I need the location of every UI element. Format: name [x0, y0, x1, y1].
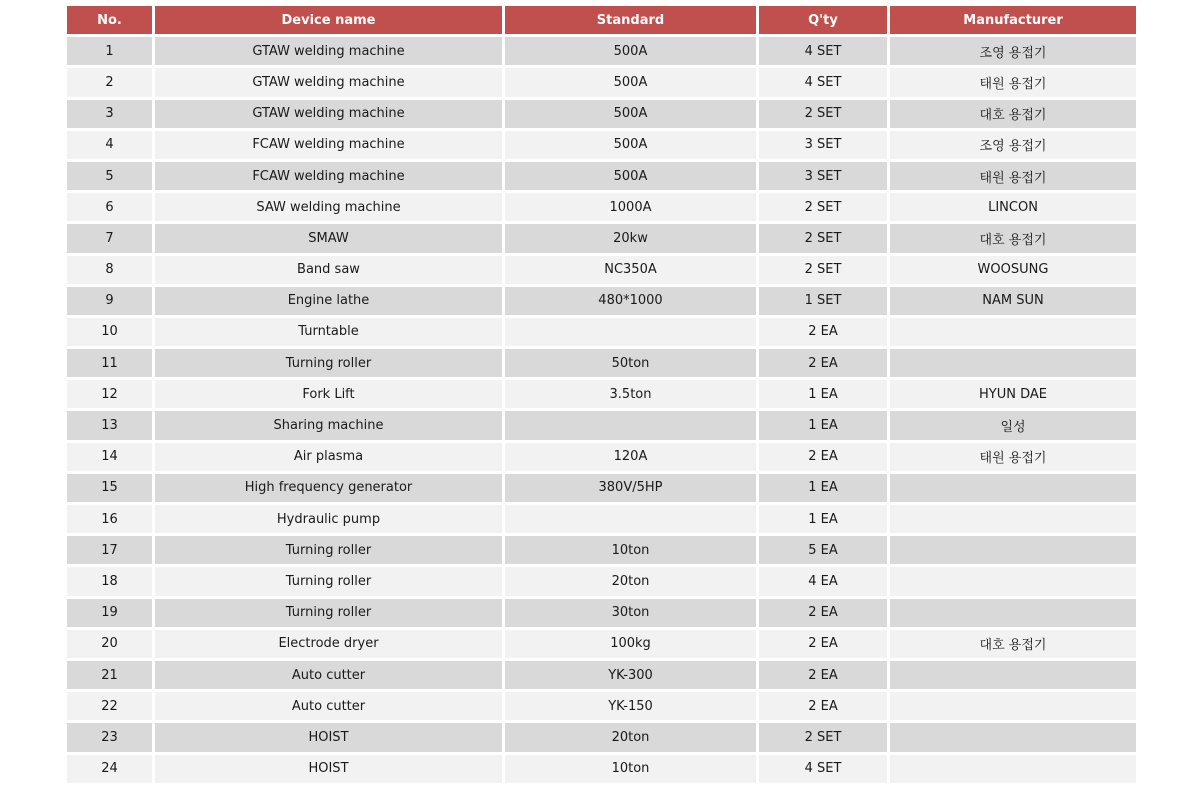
- cell-no: 17: [67, 536, 152, 564]
- table-row: [67, 100, 1136, 128]
- cell-no: 16: [67, 505, 152, 533]
- cell-manufacturer: [890, 692, 1136, 720]
- cell-manufacturer: LINCON: [890, 193, 1136, 221]
- cell-device-name: Turning roller: [155, 536, 502, 564]
- table-row: [67, 318, 1136, 346]
- cell-device-name: GTAW welding machine: [155, 68, 502, 96]
- cell-qty: 1 EA: [759, 505, 887, 533]
- cell-device-name: Band saw: [155, 256, 502, 284]
- cell-no: 21: [67, 661, 152, 689]
- cell-manufacturer: 일성: [890, 411, 1136, 439]
- cell-no: 19: [67, 599, 152, 627]
- cell-qty: 1 SET: [759, 287, 887, 315]
- table-row: [67, 131, 1136, 159]
- cell-qty: 2 EA: [759, 692, 887, 720]
- cell-device-name: Turning roller: [155, 599, 502, 627]
- cell-no: 14: [67, 443, 152, 471]
- cell-device-name: Hydraulic pump: [155, 505, 502, 533]
- cell-standard: 120A: [505, 443, 756, 471]
- cell-no: 6: [67, 193, 152, 221]
- cell-manufacturer: [890, 567, 1136, 595]
- table-row: [67, 37, 1136, 65]
- cell-device-name: FCAW welding machine: [155, 162, 502, 190]
- cell-standard: 30ton: [505, 599, 756, 627]
- cell-manufacturer: [890, 474, 1136, 502]
- cell-qty: 4 SET: [759, 37, 887, 65]
- table-row: [67, 536, 1136, 564]
- cell-standard: 100kg: [505, 630, 756, 658]
- table-row: [67, 599, 1136, 627]
- cell-standard: 20kw: [505, 224, 756, 252]
- table-row: [67, 287, 1136, 315]
- cell-no: 22: [67, 692, 152, 720]
- cell-device-name: Auto cutter: [155, 661, 502, 689]
- cell-device-name: FCAW welding machine: [155, 131, 502, 159]
- cell-manufacturer: [890, 661, 1136, 689]
- cell-standard: NC350A: [505, 256, 756, 284]
- cell-qty: 3 SET: [759, 131, 887, 159]
- cell-device-name: Engine lathe: [155, 287, 502, 315]
- table-body: [67, 37, 1136, 783]
- cell-manufacturer: 대호 용접기: [890, 224, 1136, 252]
- cell-qty: 2 EA: [759, 661, 887, 689]
- cell-manufacturer: 대호 용접기: [890, 630, 1136, 658]
- cell-qty: 4 EA: [759, 567, 887, 595]
- cell-manufacturer: 조영 용접기: [890, 37, 1136, 65]
- cell-standard: 10ton: [505, 536, 756, 564]
- cell-no: 3: [67, 100, 152, 128]
- table-row: [67, 443, 1136, 471]
- header-manufacturer: Manufacturer: [890, 6, 1136, 34]
- table-row: [67, 567, 1136, 595]
- cell-standard: 500A: [505, 68, 756, 96]
- cell-standard: YK-300: [505, 661, 756, 689]
- header-qty: Q'ty: [759, 6, 887, 34]
- cell-no: 1: [67, 37, 152, 65]
- table-row: [67, 630, 1136, 658]
- header-standard: Standard: [505, 6, 756, 34]
- cell-manufacturer: [890, 599, 1136, 627]
- cell-qty: 2 SET: [759, 193, 887, 221]
- cell-standard: 500A: [505, 162, 756, 190]
- cell-device-name: HOIST: [155, 755, 502, 783]
- cell-no: 15: [67, 474, 152, 502]
- cell-manufacturer: NAM SUN: [890, 287, 1136, 315]
- cell-qty: 2 EA: [759, 349, 887, 377]
- cell-standard: 20ton: [505, 723, 756, 751]
- cell-no: 24: [67, 755, 152, 783]
- cell-qty: 2 SET: [759, 224, 887, 252]
- cell-standard: [505, 505, 756, 533]
- cell-no: 2: [67, 68, 152, 96]
- cell-qty: 1 EA: [759, 380, 887, 408]
- cell-no: 23: [67, 723, 152, 751]
- cell-device-name: Auto cutter: [155, 692, 502, 720]
- cell-no: 10: [67, 318, 152, 346]
- cell-no: 18: [67, 567, 152, 595]
- cell-manufacturer: 태원 용접기: [890, 443, 1136, 471]
- cell-standard: 500A: [505, 100, 756, 128]
- cell-device-name: Turning roller: [155, 567, 502, 595]
- table-row: [67, 505, 1136, 533]
- cell-standard: 380V/5HP: [505, 474, 756, 502]
- cell-manufacturer: [890, 723, 1136, 751]
- cell-no: 12: [67, 380, 152, 408]
- table-row: [67, 380, 1136, 408]
- table-row: [67, 755, 1136, 783]
- cell-manufacturer: [890, 505, 1136, 533]
- cell-standard: 500A: [505, 131, 756, 159]
- cell-no: 9: [67, 287, 152, 315]
- cell-no: 7: [67, 224, 152, 252]
- cell-qty: 4 SET: [759, 68, 887, 96]
- cell-standard: [505, 411, 756, 439]
- header-device-name: Device name: [155, 6, 502, 34]
- cell-standard: 3.5ton: [505, 380, 756, 408]
- cell-manufacturer: [890, 755, 1136, 783]
- cell-qty: 1 EA: [759, 474, 887, 502]
- cell-no: 13: [67, 411, 152, 439]
- equipment-table: [64, 3, 1139, 786]
- cell-standard: 500A: [505, 37, 756, 65]
- cell-standard: YK-150: [505, 692, 756, 720]
- table-row: [67, 692, 1136, 720]
- cell-device-name: Turning roller: [155, 349, 502, 377]
- cell-device-name: High frequency generator: [155, 474, 502, 502]
- cell-qty: 2 SET: [759, 256, 887, 284]
- cell-device-name: Turntable: [155, 318, 502, 346]
- header-row: [67, 6, 1136, 34]
- cell-qty: 2 EA: [759, 318, 887, 346]
- cell-standard: 480*1000: [505, 287, 756, 315]
- cell-device-name: GTAW welding machine: [155, 100, 502, 128]
- cell-manufacturer: HYUN DAE: [890, 380, 1136, 408]
- table-row: [67, 193, 1136, 221]
- cell-manufacturer: [890, 349, 1136, 377]
- cell-device-name: Fork Lift: [155, 380, 502, 408]
- cell-manufacturer: WOOSUNG: [890, 256, 1136, 284]
- cell-qty: 5 EA: [759, 536, 887, 564]
- cell-qty: 2 SET: [759, 100, 887, 128]
- cell-device-name: Sharing machine: [155, 411, 502, 439]
- cell-manufacturer: 태원 용접기: [890, 162, 1136, 190]
- table-row: [67, 349, 1136, 377]
- table-row: [67, 224, 1136, 252]
- cell-no: 11: [67, 349, 152, 377]
- cell-qty: 2 EA: [759, 443, 887, 471]
- cell-no: 4: [67, 131, 152, 159]
- cell-device-name: SAW welding machine: [155, 193, 502, 221]
- cell-standard: [505, 318, 756, 346]
- cell-standard: 20ton: [505, 567, 756, 595]
- cell-manufacturer: 태원 용접기: [890, 68, 1136, 96]
- cell-manufacturer: 대호 용접기: [890, 100, 1136, 128]
- cell-standard: 1000A: [505, 193, 756, 221]
- cell-device-name: GTAW welding machine: [155, 37, 502, 65]
- table-row: [67, 723, 1136, 751]
- cell-standard: 10ton: [505, 755, 756, 783]
- cell-qty: 3 SET: [759, 162, 887, 190]
- cell-manufacturer: [890, 536, 1136, 564]
- cell-no: 8: [67, 256, 152, 284]
- table-row: [67, 474, 1136, 502]
- cell-no: 20: [67, 630, 152, 658]
- cell-manufacturer: 조영 용접기: [890, 131, 1136, 159]
- table-row: [67, 411, 1136, 439]
- cell-standard: 50ton: [505, 349, 756, 377]
- table-header: [67, 6, 1136, 34]
- cell-device-name: Electrode dryer: [155, 630, 502, 658]
- cell-qty: 1 EA: [759, 411, 887, 439]
- cell-qty: 4 SET: [759, 755, 887, 783]
- header-no: No.: [67, 6, 152, 34]
- cell-device-name: HOIST: [155, 723, 502, 751]
- table-row: [67, 256, 1136, 284]
- cell-manufacturer: [890, 318, 1136, 346]
- table-row: [67, 661, 1136, 689]
- cell-qty: 2 SET: [759, 723, 887, 751]
- cell-device-name: Air plasma: [155, 443, 502, 471]
- cell-qty: 2 EA: [759, 599, 887, 627]
- cell-no: 5: [67, 162, 152, 190]
- cell-qty: 2 EA: [759, 630, 887, 658]
- table-row: [67, 68, 1136, 96]
- table-row: [67, 162, 1136, 190]
- cell-device-name: SMAW: [155, 224, 502, 252]
